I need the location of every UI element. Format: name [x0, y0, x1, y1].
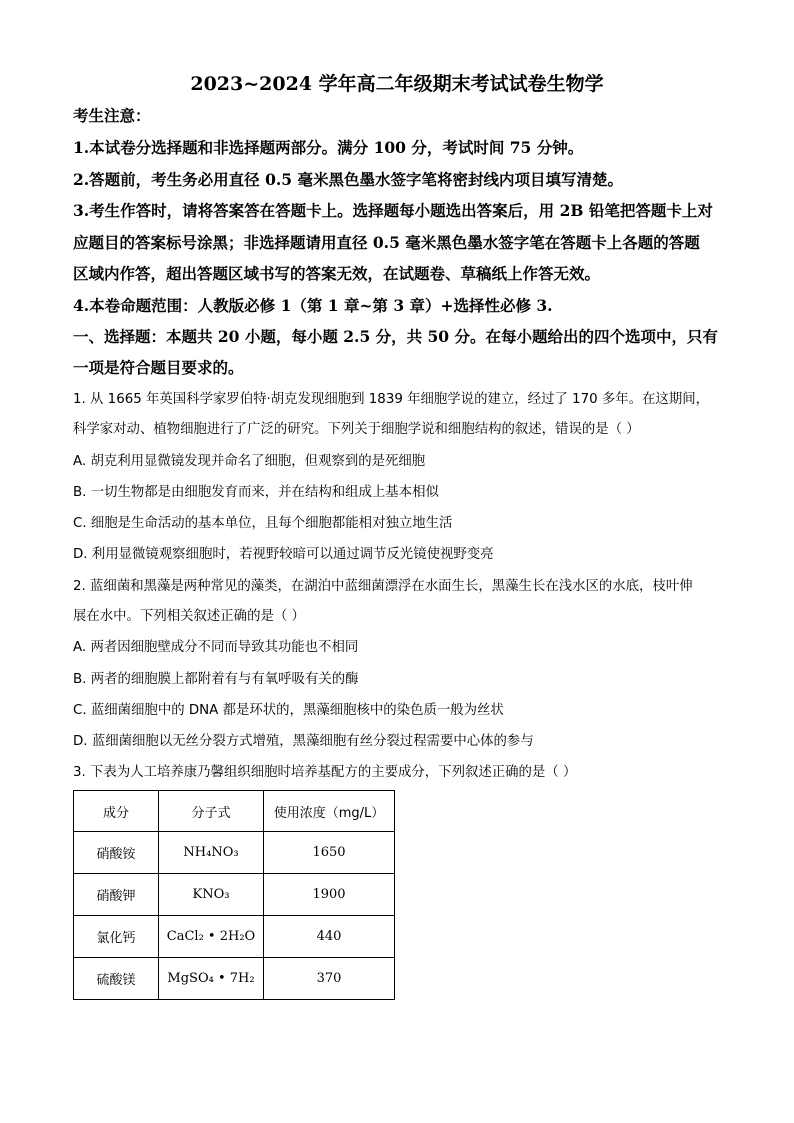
table-row — [74, 874, 395, 916]
table-header-cell: 成分 — [74, 791, 159, 832]
table-cell-formula: MgSO₄ • 7H₂ — [159, 958, 264, 1000]
table-cell-conc: 1900 — [264, 874, 395, 916]
question-stem: 3. 下表为人工培养康乃馨组织细胞时培养基配方的主要成分，下列叙述正确的是（ ） — [73, 765, 577, 780]
table-cell-formula: KNO₃ — [159, 874, 264, 916]
table-cell-formula: CaCl₂ • 2H₂O — [159, 916, 264, 958]
notice-item: 2.答题前，考生务必用直径 0.5 毫米黑色墨水签字笔将密封线内项目填写清楚。 — [73, 170, 623, 189]
medium-table — [73, 790, 395, 1000]
question-stem: 1. 从 1665 年英国科学家罗伯特·胡克发现细胞到 1839 年细胞学说的建立，经过了 170 多年。在这期间， — [73, 392, 709, 407]
table-cell-conc: 370 — [264, 958, 395, 1000]
table-cell-name: 氯化钙 — [74, 916, 159, 958]
table-cell-formula: NH₄NO₃ — [159, 832, 264, 874]
question-option: A. 两者因细胞壁成分不同而导致其功能也不相同 — [73, 640, 359, 655]
table-header-cell: 分子式 — [159, 791, 264, 832]
notice-item: 应题目的答案标号涂黑；非选择题请用直径 0.5 毫米黑色墨水签字笔在答题卡上各题的答题 — [73, 233, 700, 252]
question-option: D. 蓝细菌细胞以无丝分裂方式增殖，黑藻细胞有丝分裂过程需要中心体的参与 — [73, 734, 534, 749]
question-option: D. 利用显微镜观察细胞时，若视野较暗可以通过调节反光镜使视野变亮 — [73, 547, 494, 562]
notice-item: 1.本试卷分选择题和非选择题两部分。满分 100 分，考试时间 75 分钟。 — [73, 138, 584, 157]
section-heading: 一项是符合题目要求的。 — [73, 358, 244, 377]
table-cell-name: 硝酸钾 — [74, 874, 159, 916]
question-option: C. 细胞是生命活动的基本单位，且每个细胞都能相对独立地生活 — [73, 516, 453, 531]
question-option: C. 蓝细菌细胞中的 DNA 都是环状的，黑藻细胞核中的染色质一般为丝状 — [73, 703, 504, 718]
exam-title: 2023~2024 学年高二年级期末考试试卷生物学 — [190, 73, 604, 95]
table-row — [74, 832, 395, 874]
notice-item: 4.本卷命题范围：人教版必修 1（第 1 章~第 3 章）+选择性必修 3. — [73, 296, 553, 315]
table-row — [74, 958, 395, 1000]
table-header-cell: 使用浓度（mg/L） — [264, 791, 395, 832]
table-cell-conc: 440 — [264, 916, 395, 958]
question-stem: 科学家对动、植物细胞进行了广泛的研究。下列关于细胞学说和细胞结构的叙述，错误的是（ ） — [73, 422, 640, 437]
table-cell-name: 硫酸镁 — [74, 958, 159, 1000]
section-heading: 一、选择题：本题共 20 小题，每小题 2.5 分，共 50 分。在每小题给出的四个选项中，只有 — [73, 327, 718, 346]
table-header-row — [74, 791, 395, 832]
question-stem: 2. 蓝细菌和黑藻是两种常见的藻类，在湖泊中蓝细菌漂浮在水面生长，黑藻生长在浅水区的水底，枝叶伸 — [73, 579, 693, 594]
question-option: A. 胡克利用显微镜发现并命名了细胞，但观察到的是死细胞 — [73, 454, 426, 469]
table-row — [74, 916, 395, 958]
question-option: B. 两者的细胞膜上都附着有与有氧呼吸有关的酶 — [73, 672, 359, 687]
notice-item: 3.考生作答时，请将答案答在答题卡上。选择题每小题选出答案后，用 2B 铅笔把答题卡上对 — [73, 201, 713, 220]
question-stem: 展在水中。下列相关叙述正确的是（ ） — [73, 609, 305, 624]
notice-heading: 考生注意： — [73, 106, 151, 125]
table-cell-name: 硝酸铵 — [74, 832, 159, 874]
table-cell-conc: 1650 — [264, 832, 395, 874]
question-option: B. 一切生物都是由细胞发育而来，并在结构和组成上基本相似 — [73, 485, 439, 500]
notice-item: 区域内作答，超出答题区域书写的答案无效，在试题卷、草稿纸上作答无效。 — [73, 264, 601, 283]
